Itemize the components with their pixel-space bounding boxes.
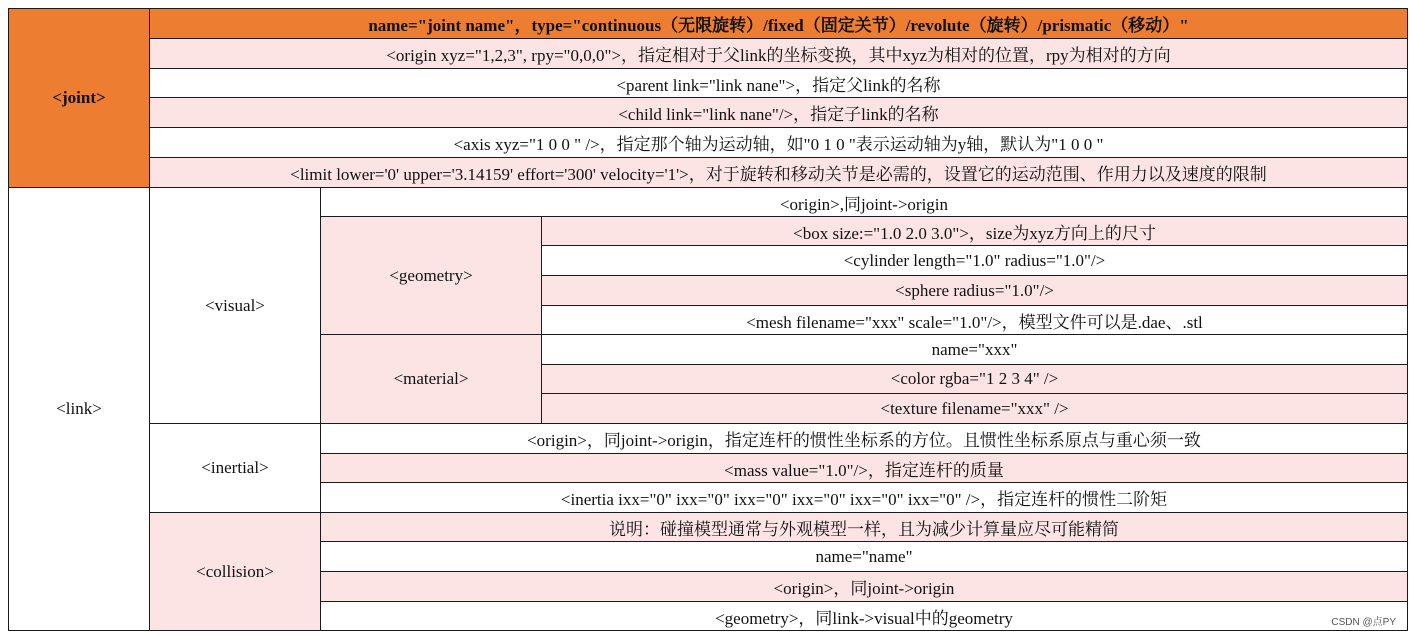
geometry-label: <geometry> [320,216,542,335]
collision-name: name="name" [320,541,1408,572]
joint-row-axis: <axis xyz="1 0 0 " />，指定那个轴为运动轴，如"0 1 0 "表示运动轴为y轴，默认为"1 0 0 " [149,127,1408,158]
geometry-box: <box size:="1.0 2.0 3.0">，size为xyz方向上的尺寸 [541,216,1408,246]
collision-geometry: <geometry>，同link->visual中的geometry [320,601,1408,631]
inertial-inertia: <inertia ixx="0" ixx="0" ixx="0" ixx="0" ixx="0" ixx="0" />，指定连杆的惯性二阶矩 [320,482,1408,513]
geometry-cylinder: <cylinder length="1.0" radius="1.0"/> [541,245,1408,276]
material-color: <color rgba="1 2 3 4" /> [541,364,1408,394]
csdn-watermark: CSDN @点PY [1331,617,1396,628]
link-label: <link> [8,187,150,631]
joint-label: <joint> [8,8,150,188]
material-texture: <texture filename="xxx" /> [541,393,1408,424]
joint-row-parent: <parent link="link nane">，指定父link的名称 [149,68,1408,98]
collision-note: 说明：碰撞模型通常与外观模型一样，且为减少计算量应尽可能精简 [320,512,1408,542]
inertial-label: <inertial> [149,423,321,513]
collision-origin: <origin>，同joint->origin [320,571,1408,602]
joint-row-origin: <origin xyz="1,2,3", rpy="0,0,0">，指定相对于父link的坐标变换，其中xyz为相对的位置，rpy为相对的方向 [149,38,1408,69]
inertial-origin: <origin>，同joint->origin，指定连杆的惯性坐标系的方位。且惯性坐标系原点与重心须一致 [320,423,1408,454]
geometry-sphere: <sphere radius="1.0"/> [541,275,1408,306]
material-label: <material> [320,334,542,424]
joint-row-child: <child link="link nane"/>，指定子link的名称 [149,97,1408,128]
joint-row-limit: <limit lower='0' upper='3.14159' effort='300' velocity='1'>，对于旋转和移动关节是必需的，设置它的运动范围、作用力以及速度的限制 [149,157,1408,188]
inertial-mass: <mass value="1.0"/>，指定连杆的质量 [320,453,1408,483]
visual-label: <visual> [149,187,321,424]
visual-origin: <origin>,同joint->origin [320,187,1408,217]
collision-label: <collision> [149,512,321,631]
joint-header: name="joint name"，type="continuous（无限旋转）/fixed（固定关节）/revolute（旋转）/prismatic（移动）" [149,8,1408,39]
geometry-mesh: <mesh filename="xxx" scale="1.0"/>，模型文件可以是.dae、.stl [541,305,1408,335]
material-name: name="xxx" [541,334,1408,365]
